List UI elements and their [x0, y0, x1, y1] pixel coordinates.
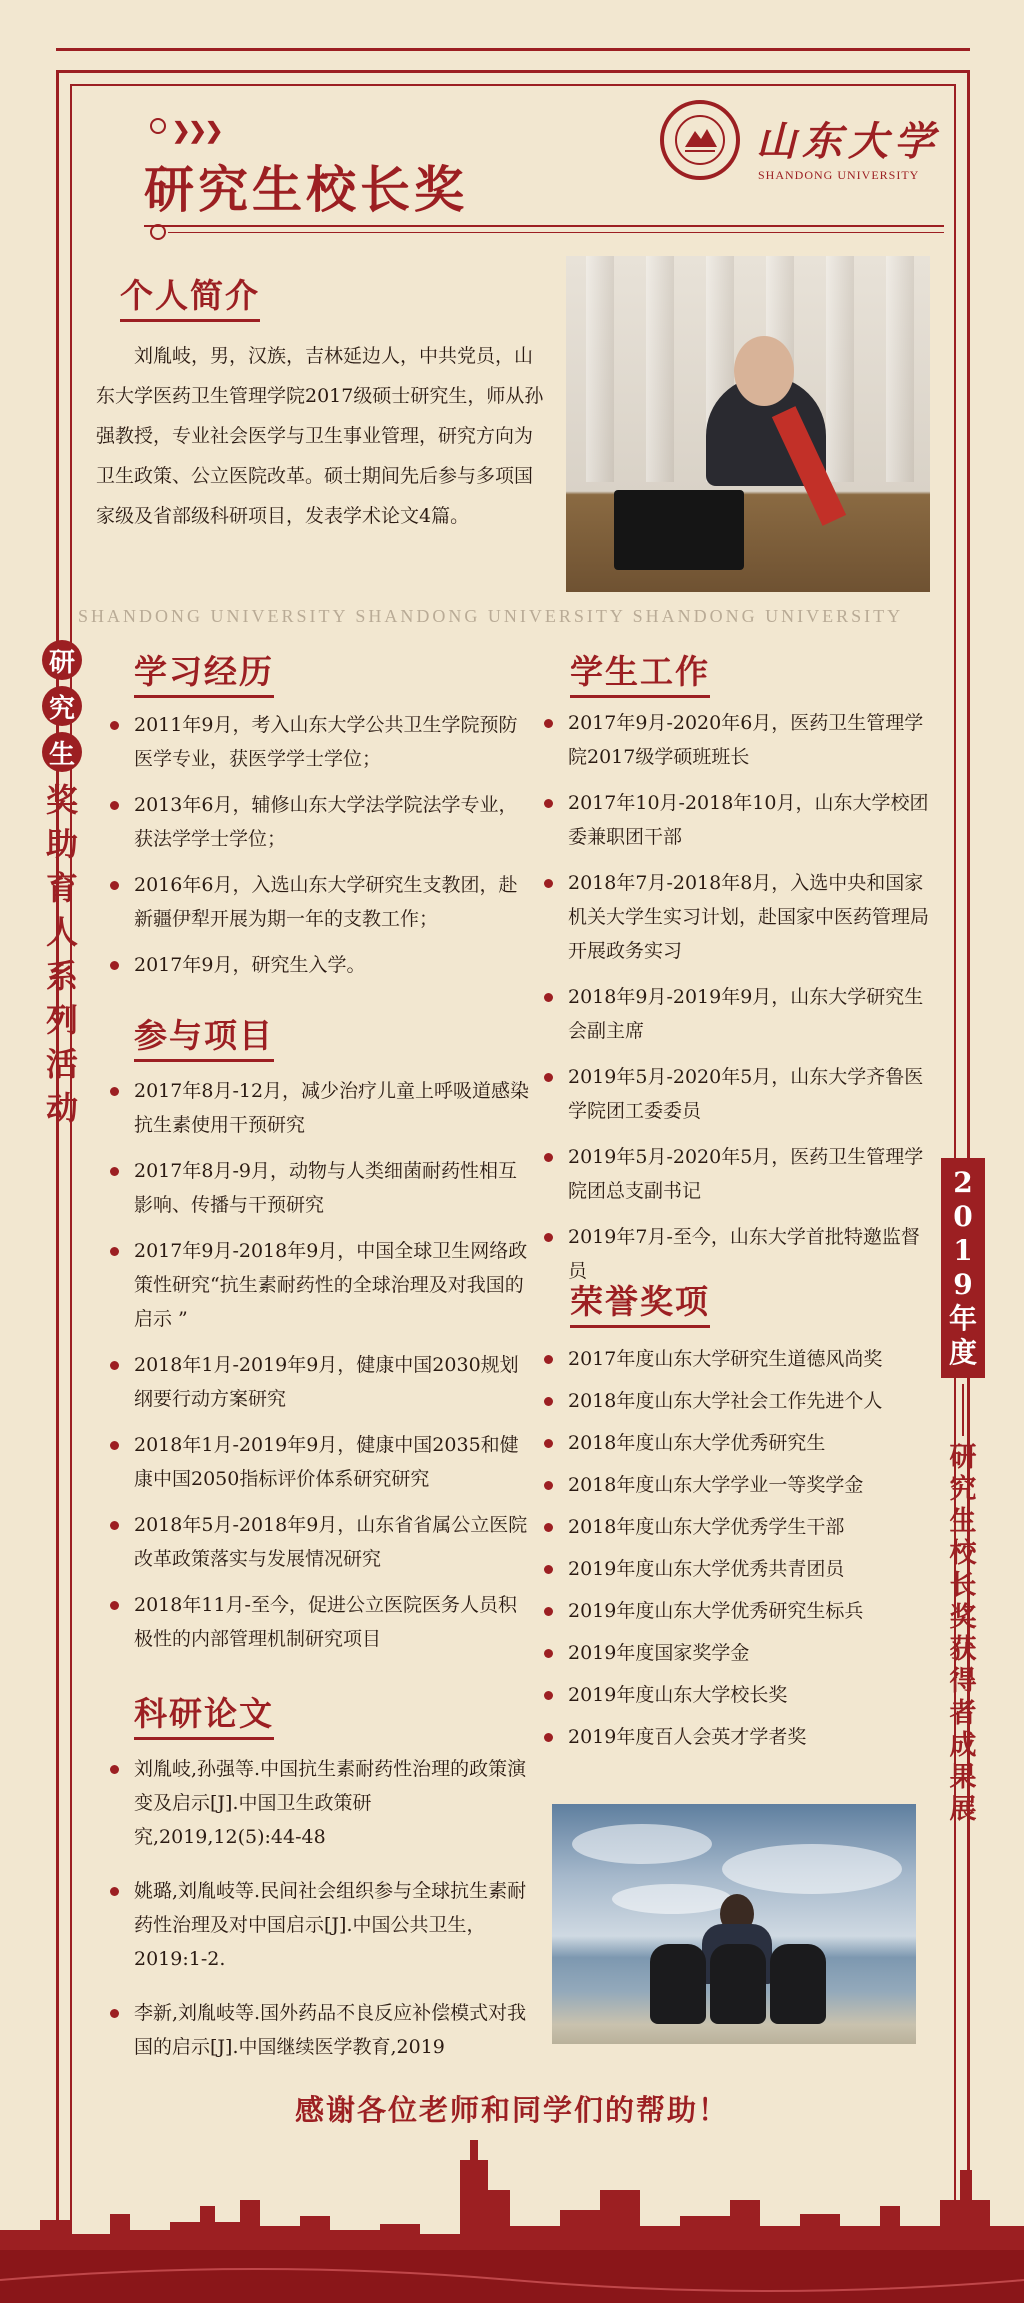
year-char: 0: [953, 1200, 973, 1233]
title-underline-thin: [168, 232, 944, 233]
list-item: 2017年9月-2020年6月，医药卫生管理学院2017级学硕班班长: [544, 706, 936, 774]
banner-char: 生: [949, 1506, 977, 1537]
year-char: 1: [953, 1234, 973, 1267]
year-char: 9: [953, 1268, 973, 1301]
projects-list: [110, 1074, 530, 1668]
list-item: 2017年8月-12月，减少治疗儿童上呼吸道感染抗生素使用干预研究: [110, 1074, 530, 1142]
banner-char: 究: [949, 1474, 977, 1505]
list-item: 2018年9月-2019年9月，山东大学研究生会副主席: [544, 980, 936, 1048]
banner-char: 系: [45, 957, 78, 995]
list-item: 姚璐,刘胤岐等.民间社会组织参与全球抗生素耐药性治理及对中国启示[J].中国公共卫生，2019:1-2.: [110, 1874, 530, 1976]
study-list: [110, 708, 530, 994]
banner-char: 校: [949, 1538, 977, 1569]
banner-char: 人: [45, 913, 78, 951]
list-item: 2017年8月-9月，动物与人类细菌耐药性相互影响、传播与干预研究: [110, 1154, 530, 1222]
list-item: 2019年5月-2020年5月，医药卫生管理学院团总支副书记: [544, 1140, 936, 1208]
study-heading: 学习经历: [134, 646, 274, 698]
seaside-photo: [552, 1804, 916, 2044]
list-item: 2013年6月，辅修山东大学法学院法学专业，获法学学士学位；: [110, 788, 530, 856]
city-skyline-footer: [0, 2130, 1024, 2303]
right-vertical-banner: [940, 1158, 986, 1826]
banner-char: 成: [949, 1730, 977, 1761]
portrait-photo: [566, 256, 930, 592]
banner-char: 果: [949, 1762, 977, 1793]
list-item: 2017年9月-2018年9月，中国全球卫生网络政策性研究“抗生素耐药性的全球治理及对我国的启示 ”: [110, 1234, 530, 1336]
banner-char: 研: [949, 1442, 977, 1473]
year-char: 2: [953, 1166, 973, 1199]
year-char: 年: [948, 1302, 977, 1335]
list-item: 2017年度山东大学研究生道德风尚奖: [544, 1342, 936, 1376]
page-title: 研究生校长奖: [144, 160, 468, 219]
papers-list: [110, 1752, 530, 2076]
list-item: 2018年度山东大学社会工作先进个人: [544, 1384, 936, 1418]
banner-char: 育: [45, 869, 78, 907]
university-seal-icon: [660, 100, 740, 180]
list-item: 2019年5月-2020年5月，山东大学齐鲁医学院团工委委员: [544, 1060, 936, 1128]
list-item: 刘胤岐,孙强等.中国抗生素耐药性治理的政策演变及启示[J].中国卫生政策研究,2019,12(5):44-48: [110, 1752, 530, 1854]
list-item: 2019年7月-至今，山东大学首批特邀监督员: [544, 1220, 936, 1288]
list-item: 2019年度山东大学优秀共青团员: [544, 1552, 936, 1586]
banner-divider: [962, 1384, 964, 1436]
list-item: 2011年9月，考入山东大学公共卫生学院预防医学专业，获医学学士学位；: [110, 708, 530, 776]
list-item: 2018年7月-2018年8月，入选中央和国家机关大学生实习计划，赴国家中医药管理局开展政务实习: [544, 866, 936, 968]
list-item: 2018年1月-2019年9月，健康中国2035和健康中国2050指标评价体系研究研究: [110, 1428, 530, 1496]
intro-text: 刘胤岐，男，汉族，吉林延边人，中共党员，山东大学医药卫生管理学院2017级硕士研究生，师从孙强教授，专业社会医学与卫生事业管理，研究方向为卫生政策、公立医院改革。硕士期间先后参与多项国家级及省部级科研项目，发表学术论文4篇。: [96, 345, 544, 527]
banner-char: 长: [949, 1570, 977, 1601]
title-underline: [144, 225, 944, 227]
list-item: 2019年度山东大学优秀研究生标兵: [544, 1594, 936, 1628]
banner-circle-char: 究: [42, 686, 82, 726]
year-box: [941, 1158, 985, 1378]
list-item: 2019年度山东大学校长奖: [544, 1678, 936, 1712]
banner-char: 活: [45, 1045, 78, 1083]
banner-char: 列: [45, 1001, 78, 1039]
banner-char: 奖: [45, 781, 78, 819]
list-item: 2019年度百人会英才学者奖: [544, 1720, 936, 1754]
intro-heading: 个人简介: [120, 270, 260, 322]
projects-heading: 参与项目: [134, 1010, 274, 1062]
watermark-text: SHANDONG UNIVERSITY SHANDONG UNIVERSITY SHANDONG UNIVERSITY: [78, 606, 904, 626]
list-item: 李新,刘胤岐等.国外药品不良反应补偿模式对我国的启示[J].中国继续医学教育,2019: [110, 1996, 530, 2064]
work-heading: 学生工作: [570, 646, 710, 698]
list-item: 2018年1月-2019年9月，健康中国2030规划纲要行动方案研究: [110, 1348, 530, 1416]
banner-circle-char: 研: [42, 640, 82, 680]
list-item: 2019年度国家奖学金: [544, 1636, 936, 1670]
top-border-line: [56, 48, 970, 51]
list-item: 2018年度山东大学优秀学生干部: [544, 1510, 936, 1544]
work-list: [544, 706, 936, 1300]
banner-char: 获: [949, 1634, 977, 1665]
list-item: 2018年度山东大学优秀研究生: [544, 1426, 936, 1460]
list-item: 2016年6月，入选山东大学研究生支教团，赴新疆伊犁开展为期一年的支教工作；: [110, 868, 530, 936]
papers-heading: 科研论文: [134, 1688, 274, 1740]
list-item: 2017年10月-2018年10月，山东大学校团委兼职团干部: [544, 786, 936, 854]
banner-char: 助: [45, 825, 78, 863]
banner-char: 动: [45, 1089, 78, 1127]
university-logo-subtitle: SHANDONG UNIVERSITY: [758, 168, 920, 182]
year-char: 度: [948, 1336, 977, 1369]
chevron-arrows-icon: ❯❯❯: [172, 118, 222, 144]
list-item: 2018年5月-2018年9月，山东省省属公立医院改革政策落实与发展情况研究: [110, 1508, 530, 1576]
banner-circle-char: 生: [42, 732, 82, 772]
banner-char: 展: [949, 1794, 977, 1825]
thanks-message: 感谢各位老师和同学们的帮助！: [294, 2093, 729, 2127]
banner-char: 奖: [949, 1602, 977, 1633]
list-item: 2017年9月，研究生入学。: [110, 948, 530, 982]
left-vertical-banner: [36, 640, 88, 1130]
list-item: 2018年度山东大学学业一等奖学金: [544, 1468, 936, 1502]
list-item: 2018年11月-至今，促进公立医院医务人员积极性的内部管理机制研究项目: [110, 1588, 530, 1656]
header-circle-ornament-lower: [150, 224, 166, 240]
banner-char: 得: [949, 1666, 977, 1697]
honors-heading: 荣誉奖项: [570, 1276, 710, 1328]
header-circle-ornament: [150, 118, 166, 134]
university-logo-name: 山东大学: [756, 118, 940, 165]
honors-list: [544, 1342, 936, 1762]
banner-char: 者: [949, 1698, 977, 1729]
